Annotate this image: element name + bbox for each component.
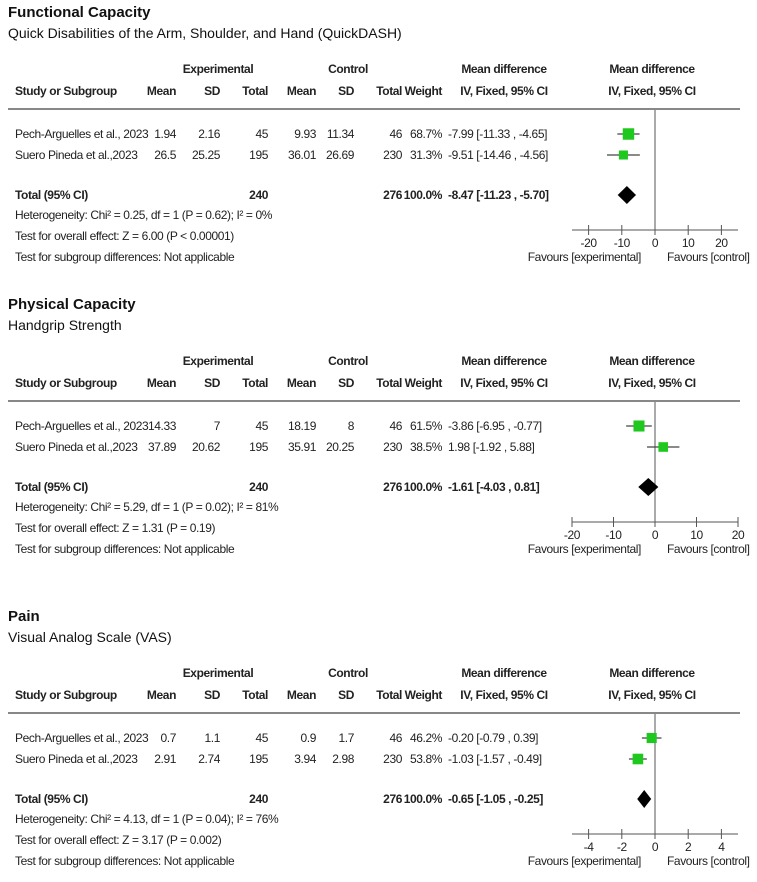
header-sd: SD [204, 376, 220, 390]
study-exp-mean: 0.7 [160, 731, 176, 745]
total-exp: 240 [249, 188, 268, 202]
subgroup-text: Test for subgroup differences: Not applicable [15, 854, 235, 868]
header-total: Total [376, 688, 402, 702]
study-ctl-sd: 2.98 [332, 752, 354, 766]
study-exp-sd: 20.62 [191, 440, 220, 454]
total-ctl: 276 [383, 792, 402, 806]
header-control: Control [328, 62, 368, 76]
header-mean-difference-plot: Mean difference [609, 62, 695, 76]
study-weight: 68.7% [409, 127, 442, 141]
study-exp-total: 45 [255, 731, 268, 745]
x-tick-label: -2 [616, 840, 627, 854]
study-weight: 46.2% [409, 731, 442, 745]
forest-panel-3 [0, 604, 757, 882]
x-tick-label: -20 [580, 236, 597, 250]
header-mean-difference: Mean difference [461, 354, 547, 368]
x-tick-label: -10 [613, 236, 630, 250]
study-ctl-sd: 8 [347, 419, 354, 433]
header-weight: Weight [404, 376, 442, 390]
header-control: Control [328, 666, 368, 680]
total-weight: 100.0% [403, 792, 442, 806]
study-marker [633, 754, 644, 765]
x-tick-label: 10 [681, 236, 695, 250]
total-diamond [637, 790, 651, 808]
study-ctl-total: 46 [389, 127, 402, 141]
study-exp-sd: 1.1 [204, 731, 220, 745]
header-mean-difference: Mean difference [461, 62, 547, 76]
subgroup-text: Test for subgroup differences: Not applicable [15, 542, 235, 556]
x-tick-label: 0 [651, 528, 659, 542]
panel-subtitle: Handgrip Strength [8, 317, 122, 333]
study-marker [658, 442, 668, 452]
study-ctl-sd: 11.34 [326, 127, 354, 141]
heterogeneity-text: Heterogeneity: Chi² = 0.25, df = 1 (P = 0.62); I² = 0% [15, 208, 273, 222]
study-marker [619, 150, 628, 159]
header-mean-difference-plot: Mean difference [609, 354, 695, 368]
favours-experimental-label: Favours [experimental] [527, 854, 641, 868]
favours-control-label: Favours [control] [667, 854, 750, 868]
study-ctl-mean: 36.01 [287, 148, 316, 162]
study-exp-mean: 14.33 [147, 419, 176, 433]
header-experimental: Experimental [182, 666, 254, 680]
overall-effect-text: Test for overall effect: Z = 3.17 (P = 0.002) [15, 833, 222, 847]
forest-plot-area [0, 292, 757, 592]
x-tick-label: -20 [563, 528, 581, 542]
study-exp-total: 45 [255, 127, 268, 141]
favours-control-label: Favours [control] [667, 542, 750, 556]
subgroup-text: Test for subgroup differences: Not applicable [15, 250, 235, 264]
study-exp-total: 45 [255, 419, 268, 433]
header-total: Total [376, 376, 402, 390]
study-exp-sd: 2.74 [198, 752, 220, 766]
heterogeneity-text: Heterogeneity: Chi² = 5.29, df = 1 (P = 0.02); I² = 81% [15, 500, 279, 514]
header-sd: SD [338, 376, 354, 390]
x-tick-label: 2 [685, 840, 692, 854]
header-total: Total [376, 84, 402, 98]
study-exp-total: 195 [249, 752, 268, 766]
header-total: Total [242, 688, 268, 702]
forest-panel-1 [0, 0, 757, 300]
favours-experimental-label: Favours [experimental] [527, 542, 641, 556]
study-name: Pech-Arguelles et al., 2023 [15, 127, 149, 141]
header-sd: SD [338, 688, 354, 702]
header-sd: SD [204, 84, 220, 98]
header-method-plot: IV, Fixed, 95% CI [608, 376, 696, 390]
panel-title: Pain [8, 608, 40, 625]
header-weight: Weight [404, 688, 442, 702]
total-label: Total (95% CI) [15, 480, 88, 494]
header-method: IV, Fixed, 95% CI [460, 84, 548, 98]
header-method: IV, Fixed, 95% CI [460, 688, 548, 702]
study-ci: -1.03 [-1.57 , -0.49] [448, 752, 542, 766]
study-ctl-total: 46 [389, 419, 402, 433]
total-exp: 240 [249, 792, 268, 806]
study-ctl-mean: 35.91 [287, 440, 316, 454]
study-exp-mean: 26.5 [154, 148, 176, 162]
study-exp-mean: 37.89 [147, 440, 176, 454]
x-tick-label: 0 [651, 840, 659, 854]
header-method-plot: IV, Fixed, 95% CI [608, 84, 696, 98]
total-label: Total (95% CI) [15, 188, 88, 202]
total-weight: 100.0% [403, 188, 442, 202]
total-ctl: 276 [383, 188, 402, 202]
header-total: Total [242, 376, 268, 390]
header-mean: Mean [286, 84, 316, 98]
study-name: Suero Pineda et al.,2023 [15, 440, 138, 454]
study-marker [647, 733, 657, 743]
study-ctl-mean: 9.93 [294, 127, 316, 141]
study-ci: -0.20 [-0.79 , 0.39] [448, 731, 539, 745]
heterogeneity-text: Heterogeneity: Chi² = 4.13, df = 1 (P = 0.04); I² = 76% [15, 812, 279, 826]
study-weight: 61.5% [409, 419, 442, 433]
study-name: Suero Pineda et al.,2023 [15, 148, 138, 162]
study-ctl-total: 46 [389, 731, 402, 745]
header-study: Study or Subgroup [15, 376, 117, 390]
study-exp-total: 195 [249, 148, 268, 162]
study-ctl-total: 230 [383, 440, 402, 454]
study-exp-total: 195 [249, 440, 268, 454]
total-weight: 100.0% [403, 480, 442, 494]
forest-plot-area [0, 0, 757, 300]
study-marker [623, 128, 634, 139]
total-diamond [618, 186, 636, 204]
study-exp-mean: 2.91 [154, 752, 176, 766]
study-name: Pech-Arguelles et al., 2023 [15, 731, 149, 745]
study-exp-mean: 1.94 [154, 127, 176, 141]
study-ci: -9.51 [-14.46 , -4.56] [448, 148, 548, 162]
overall-effect-text: Test for overall effect: Z = 6.00 (P < 0.00001) [15, 229, 234, 243]
x-tick-label: 20 [731, 528, 745, 542]
forest-panel-2 [0, 292, 757, 592]
study-ctl-mean: 3.94 [294, 752, 316, 766]
study-ctl-mean: 18.19 [287, 419, 316, 433]
study-weight: 53.8% [409, 752, 442, 766]
overall-effect-text: Test for overall effect: Z = 1.31 (P = 0.19) [15, 521, 216, 535]
header-sd: SD [204, 688, 220, 702]
header-experimental: Experimental [182, 62, 254, 76]
study-exp-sd: 2.16 [198, 127, 220, 141]
header-method: IV, Fixed, 95% CI [460, 376, 548, 390]
header-study: Study or Subgroup [15, 84, 117, 98]
study-weight: 38.5% [409, 440, 442, 454]
total-ci: -1.61 [-4.03 , 0.81] [448, 480, 540, 494]
study-ctl-sd: 1.7 [338, 731, 354, 745]
panel-title: Functional Capacity [8, 4, 151, 21]
total-exp: 240 [249, 480, 268, 494]
x-tick-label: 20 [715, 236, 728, 250]
header-total: Total [242, 84, 268, 98]
header-mean: Mean [286, 376, 316, 390]
header-mean: Mean [146, 84, 176, 98]
study-ctl-total: 230 [383, 148, 402, 162]
total-ctl: 276 [383, 480, 402, 494]
x-tick-label: -4 [583, 840, 594, 854]
total-label: Total (95% CI) [15, 792, 88, 806]
total-ci: -0.65 [-1.05 , -0.25] [448, 792, 543, 806]
x-tick-label: 4 [718, 840, 725, 854]
study-marker [633, 420, 644, 431]
favours-experimental-label: Favours [experimental] [527, 250, 641, 264]
total-ci: -8.47 [-11.23 , -5.70] [448, 188, 549, 202]
header-sd: SD [338, 84, 354, 98]
study-exp-sd: 7 [213, 419, 220, 433]
x-tick-label: 0 [651, 236, 659, 250]
study-ci: 1.98 [-1.92 , 5.88] [448, 440, 535, 454]
header-mean-difference-plot: Mean difference [609, 666, 695, 680]
header-mean-difference: Mean difference [461, 666, 547, 680]
header-control: Control [328, 354, 368, 368]
header-mean: Mean [146, 688, 176, 702]
header-mean: Mean [286, 688, 316, 702]
study-name: Pech-Arguelles et al., 2023 [15, 419, 149, 433]
study-exp-sd: 25.25 [191, 148, 220, 162]
header-weight: Weight [404, 84, 442, 98]
study-ctl-sd: 26.69 [325, 148, 354, 162]
study-name: Suero Pineda et al.,2023 [15, 752, 138, 766]
favours-control-label: Favours [control] [667, 250, 750, 264]
study-ci: -3.86 [-6.95 , -0.77] [448, 419, 542, 433]
study-ctl-mean: 0.9 [300, 731, 316, 745]
study-ctl-sd: 20.25 [325, 440, 354, 454]
study-weight: 31.3% [409, 148, 442, 162]
x-tick-label: 10 [690, 528, 703, 542]
panel-subtitle: Quick Disabilities of the Arm, Shoulder, and Hand (QuickDASH) [8, 25, 402, 41]
header-experimental: Experimental [182, 354, 254, 368]
study-ctl-total: 230 [383, 752, 402, 766]
study-ci: -7.99 [-11.33 , -4.65] [448, 127, 548, 141]
x-tick-label: -10 [605, 528, 622, 542]
panel-title: Physical Capacity [8, 296, 136, 313]
header-mean: Mean [146, 376, 176, 390]
header-method-plot: IV, Fixed, 95% CI [608, 688, 696, 702]
header-study: Study or Subgroup [15, 688, 117, 702]
panel-subtitle: Visual Analog Scale (VAS) [8, 629, 172, 645]
